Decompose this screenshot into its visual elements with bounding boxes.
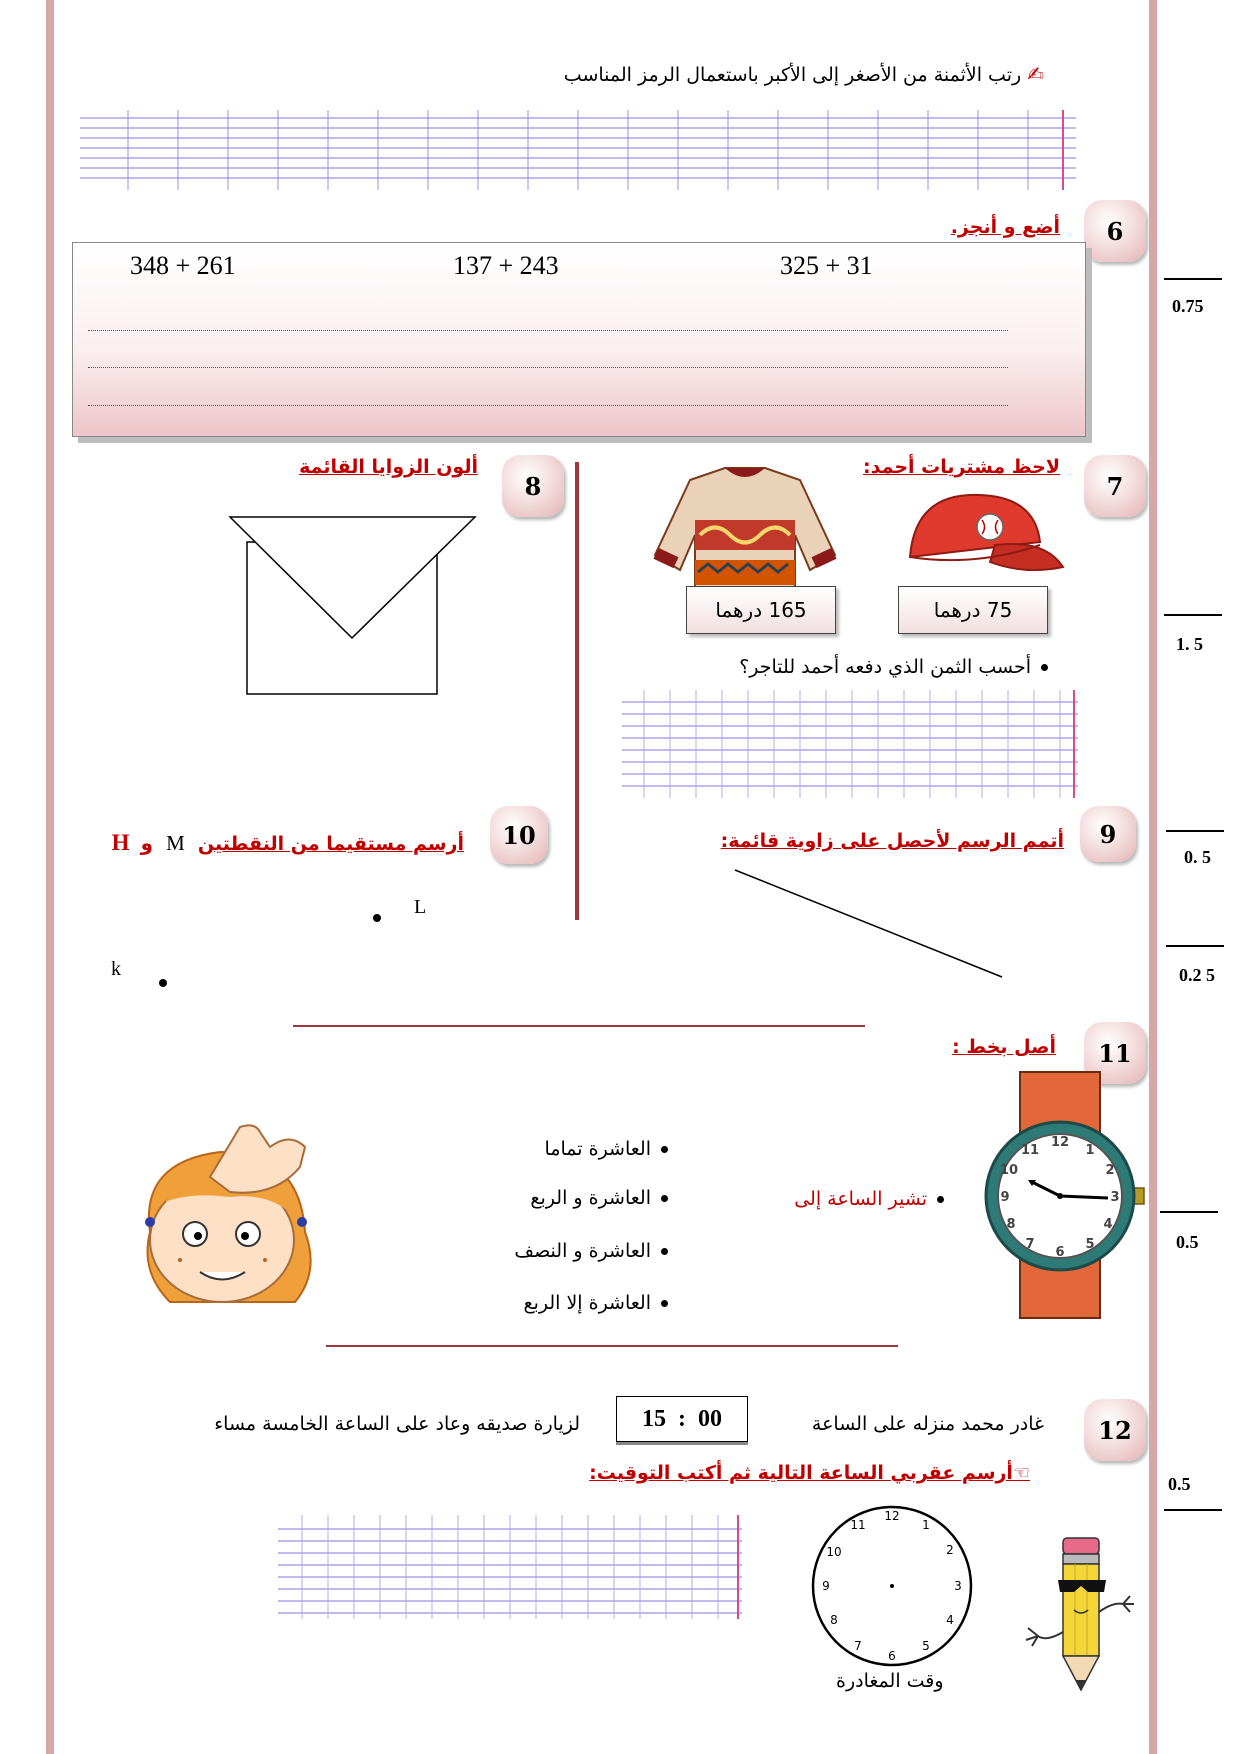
answer-line-3[interactable] [88, 405, 1008, 406]
score-7: 1. 5 [1176, 634, 1203, 654]
left-margin-bar [46, 0, 54, 1754]
svg-text:12: 12 [884, 1509, 900, 1523]
exercise-12-text-before: غادر محمد منزله على الساعة [811, 1413, 1044, 1435]
exercise-8-badge: 8 [502, 455, 564, 517]
intro-instruction: ✍ رتب الأثمنة من الأصغر إلى الأكبر باستعمال الرمز المناسب [563, 62, 1044, 86]
svg-text:9: 9 [822, 1579, 830, 1593]
blank-clock-face[interactable] [806, 1500, 978, 1672]
clock-caption: وقت المغادرة [836, 1670, 944, 1692]
point-l-dot[interactable] [373, 914, 381, 922]
svg-text:11: 11 [850, 1518, 866, 1532]
writing-grid-1[interactable] [80, 110, 1076, 190]
svg-text:6: 6 [1055, 1245, 1065, 1260]
score-12: 0.5 [1168, 1474, 1191, 1494]
exercise-11-title: أصل بخط : [952, 1036, 1056, 1058]
svg-text:4: 4 [1103, 1217, 1113, 1232]
point-h-label: H [111, 830, 130, 855]
cap-image [895, 487, 1065, 587]
point-k-dot[interactable] [159, 979, 167, 987]
exercise-12-badge: 12 [1084, 1399, 1146, 1461]
exercise-7-title: لاحظ مشتريات أحمد: [863, 456, 1060, 478]
svg-text:4: 4 [946, 1613, 954, 1627]
score-11: 0.5 [1176, 1232, 1199, 1252]
expression-2: 137 + 243 [453, 251, 559, 280]
exercise-11-badge: 11 [1084, 1022, 1146, 1084]
svg-text:5: 5 [922, 1639, 930, 1653]
svg-text:8: 8 [1006, 1217, 1016, 1232]
score-line-6 [1164, 278, 1222, 280]
exercise-10-title: أرسم مستقيما من النقطتين [197, 833, 464, 855]
svg-text:6: 6 [888, 1649, 896, 1663]
writing-grid-2[interactable] [622, 690, 1078, 798]
svg-text:9: 9 [1000, 1190, 1010, 1205]
option-3[interactable]: العاشرة و النصف [514, 1240, 668, 1262]
hand-pointer-icon: ☜ [1012, 1462, 1030, 1484]
exercise-12-text-after: لزيارة صديقه وعاد على الساعة الخامسة مساء [214, 1413, 580, 1435]
pencil-icon: ✍ [1027, 62, 1044, 86]
score-line-9 [1166, 830, 1224, 832]
score-line-7 [1164, 614, 1222, 616]
departure-time: 15 : 00 [642, 1405, 722, 1432]
envelope-figure[interactable] [225, 512, 480, 697]
point-k-label: k [111, 958, 121, 980]
exercise-6-badge: 6 [1084, 200, 1146, 262]
svg-text:8: 8 [830, 1613, 838, 1627]
exercise-12-instruction: ☜أرسم عقربي الساعة التالية ثم أكتب التوقيت: [589, 1462, 1030, 1484]
svg-text:2: 2 [946, 1543, 954, 1557]
angle-ray[interactable] [730, 865, 1010, 985]
point-m-label: M [166, 831, 185, 855]
score-line-10 [1166, 945, 1224, 947]
exercise-9-badge: 9 [1080, 806, 1136, 862]
exercise-7-badge: 7 [1084, 455, 1146, 517]
cap-price: 75 درهما [898, 586, 1048, 634]
clock-prompt[interactable]: تشير الساعة إلى [794, 1188, 944, 1210]
girl-image [130, 1122, 360, 1312]
score-9: 0. 5 [1184, 847, 1211, 867]
score-line-11 [1160, 1211, 1218, 1213]
score-6: 0.75 [1172, 296, 1204, 316]
svg-text:11: 11 [1020, 1143, 1040, 1158]
separator-1 [293, 1025, 865, 1027]
right-margin-bar [1149, 0, 1157, 1754]
conjunction: و [140, 831, 154, 855]
exercise-10-badge: 10 [490, 806, 548, 864]
option-1[interactable]: العاشرة تماما [545, 1138, 668, 1160]
svg-text:1: 1 [1085, 1143, 1095, 1158]
svg-text:3: 3 [1110, 1190, 1120, 1205]
score-10: 0.2 5 [1179, 965, 1215, 985]
point-l-label: L [414, 896, 427, 918]
svg-text:1: 1 [922, 1518, 930, 1532]
middle-divider [575, 462, 579, 920]
score-line-12 [1164, 1509, 1222, 1511]
pencil-mascot-image [1018, 1532, 1142, 1694]
sweater-price: 165 درهما [686, 586, 836, 634]
departure-time-box [616, 1396, 748, 1442]
svg-text:3: 3 [954, 1579, 962, 1593]
svg-text:7: 7 [1025, 1237, 1035, 1252]
option-4[interactable]: العاشرة إلا الربع [523, 1292, 668, 1314]
writing-grid-3[interactable] [278, 1515, 742, 1619]
svg-text:5: 5 [1085, 1237, 1095, 1252]
separator-2 [326, 1345, 898, 1347]
exercise-10-heading [112, 830, 464, 856]
answer-line-2[interactable] [88, 367, 1008, 368]
svg-text:10: 10 [826, 1545, 842, 1559]
svg-text:10: 10 [999, 1163, 1019, 1178]
expression-1: 348 + 261 [130, 251, 236, 280]
option-2[interactable]: العاشرة و الربع [530, 1187, 668, 1209]
svg-text:2: 2 [1105, 1163, 1115, 1178]
exercise-7-question: أحسب الثمن الذي دفعه أحمد للتاجر؟ [739, 656, 1048, 678]
exercise-9-title: أتمم الرسم لأحصل على زاوية قائمة: [720, 830, 1064, 852]
exercise-8-title: ألون الزوايا القائمة [299, 456, 478, 478]
svg-text:7: 7 [854, 1639, 862, 1653]
expression-3: 325 + 31 [780, 251, 873, 280]
exercise-6-title: أضع و أنجز. [950, 216, 1060, 238]
wristwatch-image [972, 1070, 1148, 1320]
answer-line-1[interactable] [88, 330, 1008, 331]
svg-text:12: 12 [1050, 1135, 1070, 1150]
